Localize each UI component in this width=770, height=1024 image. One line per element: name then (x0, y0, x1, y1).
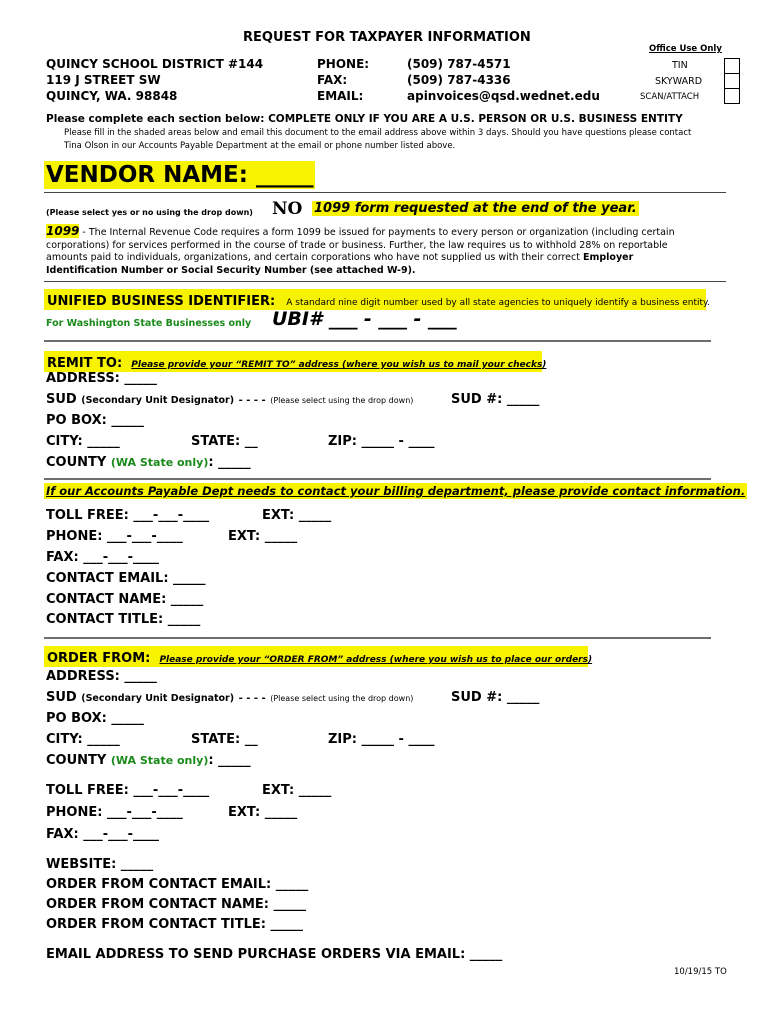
remit-sud-drop-note: (Please select using the drop down) (270, 396, 414, 405)
instructions-body: Please fill in the shaded areas below and email this document to the email address above within 3 days. Should you have questions please contact Tina Olson in our Accounts Payable Department at the email or phone number listed above. (64, 128, 692, 151)
divider (44, 192, 726, 193)
remit-county-wa: (WA State only) (110, 456, 209, 469)
district-street: 119 J STREET SW (46, 73, 161, 87)
remit-county-row[interactable] (46, 455, 251, 470)
form1099-tag: 1099 (46, 224, 80, 238)
remit-city-field[interactable]: CITY: _____ (46, 434, 120, 449)
remit-sud-paren: (Secondary Unit Designator) (81, 395, 235, 406)
form-revision-code: 10/19/15 TO (674, 967, 727, 977)
billing-phone-field[interactable]: PHONE: ___-___-____ (46, 529, 183, 544)
phone-label: PHONE: (317, 57, 370, 71)
order-sud-paren: (Secondary Unit Designator) (81, 693, 235, 704)
form1099-note: 1099 form requested at the end of the year. (314, 201, 637, 216)
order-contact-name-field[interactable]: ORDER FROM CONTACT NAME: _____ (46, 897, 306, 912)
remit-pobox-field[interactable]: PO BOX: _____ (46, 413, 144, 428)
form1099-paragraph (46, 225, 706, 277)
order-zip-field[interactable]: ZIP: _____ - ____ (328, 732, 435, 747)
order-contact-email-field[interactable]: ORDER FROM CONTACT EMAIL: _____ (46, 877, 309, 892)
ubi-desc: A standard nine digit number used by all state agencies to uniquely identify a business entity. (286, 298, 710, 308)
order-address-field[interactable]: ADDRESS: _____ (46, 669, 157, 684)
phone-value: (509) 787-4571 (407, 57, 511, 71)
office-skyward: SKYWARD (655, 76, 703, 87)
order-county-row[interactable] (46, 753, 251, 768)
divider (44, 637, 711, 639)
divider (44, 340, 711, 342)
remit-state-field[interactable]: STATE: __ (191, 434, 258, 449)
remit-label: REMIT TO: (47, 356, 123, 371)
district-city: QUINCY, WA. 98848 (46, 89, 178, 103)
order-sud-label: SUD (46, 690, 77, 705)
ubi-field[interactable]: UBI# ___ - ___ - ___ (272, 308, 457, 330)
order-city-field[interactable]: CITY: _____ (46, 732, 120, 747)
district-name: QUINCY SCHOOL DISTRICT #144 (46, 57, 264, 71)
remit-note: Please provide your “REMIT TO” address (where you wish us to mail your checks) (131, 360, 547, 370)
remit-county-field[interactable]: : _____ (208, 455, 251, 470)
divider (44, 478, 711, 480)
order-county-field[interactable]: : _____ (208, 753, 251, 768)
form1099-bold: Employer Identification Number or Social Security Number (see attached W-9). (46, 252, 634, 276)
order-website-field[interactable]: WEBSITE: _____ (46, 857, 154, 872)
scan-checkbox[interactable] (724, 88, 740, 104)
email-label: EMAIL: (317, 89, 364, 103)
order-phone-field[interactable]: PHONE: ___-___-____ (46, 805, 183, 820)
remit-banner (44, 351, 547, 372)
office-scan: SCAN/ATTACH (640, 92, 700, 102)
order-phone-ext-field[interactable]: EXT: _____ (228, 805, 298, 820)
order-contact-title-field[interactable]: ORDER FROM CONTACT TITLE: _____ (46, 917, 303, 932)
order-sud-number-field[interactable]: SUD #: _____ (451, 690, 540, 705)
form1099-text: - The Internal Revenue Code requires a form 1099 be issued for payments to every person or organization (including certain corporations) for services performed in the course of trade or business. Further, the law requires us to withhold 28% on reportable amounts paid to individuals, organizations, and certain corporations who have not supplied us with their correct (46, 227, 675, 263)
vendor-name-field[interactable]: VENDOR NAME: _____ (46, 162, 314, 188)
remit-sud-select[interactable]: - - - - (238, 395, 266, 406)
order-county-label: COUNTY (46, 753, 107, 768)
vendor-select-note: (Please select yes or no using the drop down) (46, 208, 253, 217)
instructions-heading: Please complete each section below: COMPLETE ONLY IF YOU ARE A U.S. PERSON OR U.S. BUSINESS ENTITY (46, 113, 683, 125)
remit-county-label: COUNTY (46, 455, 107, 470)
ubi-label: UNIFIED BUSINESS IDENTIFIER: (47, 294, 276, 309)
divider (44, 281, 726, 282)
billing-fax-field[interactable]: FAX: ___-___-____ (46, 550, 159, 565)
order-label: ORDER FROM: (47, 651, 151, 666)
remit-sud-label: SUD (46, 392, 77, 407)
order-banner (44, 646, 593, 667)
remit-address-field[interactable]: ADDRESS: _____ (46, 371, 157, 386)
remit-sud-row[interactable] (46, 392, 413, 407)
skyward-checkbox[interactable] (724, 73, 740, 89)
form-title: REQUEST FOR TAXPAYER INFORMATION (243, 30, 531, 45)
order-fax-field[interactable]: FAX: ___-___-____ (46, 827, 159, 842)
office-use-label: Office Use Only (649, 44, 722, 54)
fax-value: (509) 787-4336 (407, 73, 511, 87)
billing-email-field[interactable]: CONTACT EMAIL: _____ (46, 571, 206, 586)
office-tin: TIN (672, 60, 688, 71)
po-email-field[interactable]: EMAIL ADDRESS TO SEND PURCHASE ORDERS VIA EMAIL: _____ (46, 947, 503, 962)
order-sud-row[interactable] (46, 690, 413, 705)
ubi-banner (44, 289, 710, 310)
email-value[interactable]: apinvoices@qsd.wednet.edu (407, 89, 600, 103)
order-sud-select[interactable]: - - - - (238, 693, 266, 704)
form1099-select[interactable]: NO (272, 199, 303, 219)
remit-sud-number-field[interactable]: SUD #: _____ (451, 392, 540, 407)
order-county-wa: (WA State only) (110, 754, 209, 767)
fax-label: FAX: (317, 73, 348, 87)
ubi-wa-note: For Washington State Businesses only (46, 318, 252, 329)
tin-checkbox[interactable] (724, 58, 740, 74)
order-pobox-field[interactable]: PO BOX: _____ (46, 711, 144, 726)
order-tollfree-ext-field[interactable]: EXT: _____ (262, 783, 332, 798)
order-note: Please provide your “ORDER FROM” address (where you wish us to place our orders) (159, 655, 593, 665)
billing-note: If our Accounts Payable Dept needs to contact your billing department, please provide contact information. (46, 484, 746, 498)
order-state-field[interactable]: STATE: __ (191, 732, 258, 747)
remit-zip-field[interactable]: ZIP: _____ - ____ (328, 434, 435, 449)
order-sud-drop-note: (Please select using the drop down) (270, 694, 414, 703)
billing-phone-ext-field[interactable]: EXT: _____ (228, 529, 298, 544)
billing-tollfree-field[interactable]: TOLL FREE: ___-___-____ (46, 508, 210, 523)
billing-name-field[interactable]: CONTACT NAME: _____ (46, 592, 204, 607)
billing-title-field[interactable]: CONTACT TITLE: _____ (46, 612, 201, 627)
order-tollfree-field[interactable]: TOLL FREE: ___-___-____ (46, 783, 210, 798)
billing-tollfree-ext-field[interactable]: EXT: _____ (262, 508, 332, 523)
